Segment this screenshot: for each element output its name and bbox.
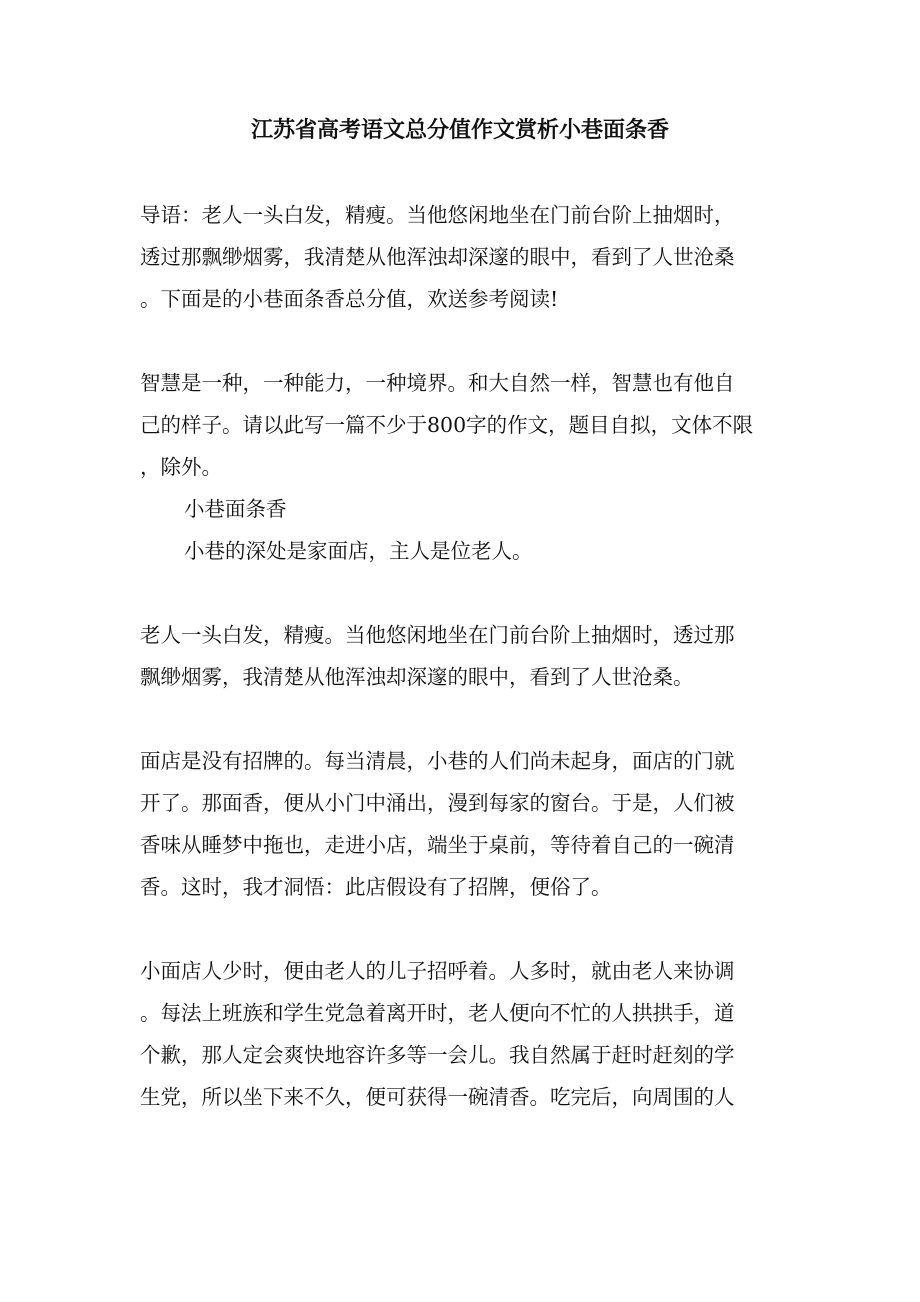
text-line: 己的样子。请以此写一篇不少于800字的作文，题目自拟，文体不限: [140, 413, 754, 437]
paragraph: [140, 530, 790, 572]
text-line: 香。这时，我才洞悟：此店假设有了招牌，便俗了。: [140, 875, 612, 899]
text-line: 香味从睡梦中拖也，走进小店，端坐于桌前，等待着自己的一碗清: [140, 833, 735, 857]
text-line: 老人一头白发，精瘦。当他悠闲地坐在门前台阶上抽烟时，透过那: [140, 623, 735, 647]
text-line: 个歉，那人定会爽快地容许多等一会儿。我自然属于赶时赶刻的学: [140, 1043, 735, 1067]
document-title: 江苏省高考语文总分值作文赏析小巷面条香: [250, 117, 669, 143]
text-line: ，除外。: [140, 455, 222, 479]
text-line: 。下面是的小巷面条香总分值，欢送参考阅读!: [140, 287, 559, 311]
essay-title: [140, 488, 790, 530]
text-line: 小面店人少时，便由老人的儿子招呼着。人多时，就由老人来协调: [140, 959, 735, 983]
paragraph-prompt: [140, 362, 790, 488]
text-line: 小巷的深处是家面店，主人是位老人。: [184, 539, 533, 563]
text-line: 面店是没有招牌的。每当清晨，小巷的人们尚未起身，面店的门就: [140, 749, 735, 773]
document-body: [140, 194, 790, 1160]
paragraph-intro: [140, 194, 790, 320]
text-line: 开了。那面香，便从小门中涌出，漫到每家的窗台。于是，人们被: [140, 791, 735, 815]
text-line: 飘缈烟雾，我清楚从他浑浊却深邃的眼中，看到了人世沧桑。: [140, 665, 694, 689]
text-line: 透过那飘缈烟雾，我清楚从他浑浊却深邃的眼中，看到了人世沧桑: [140, 245, 735, 269]
text-line: 。每法上班族和学生党急着离开时，老人便向不忙的人拱拱手，道: [140, 1001, 735, 1025]
paragraph: [140, 950, 790, 1118]
paragraph: [140, 740, 790, 908]
text-line: 生党，所以坐下来不久，便可获得一碗清香。吃完后，向周围的人: [140, 1085, 735, 1109]
paragraph: [140, 614, 790, 698]
text-line: 导语：老人一头白发，精瘦。当他悠闲地坐在门前台阶上抽烟时，: [140, 203, 735, 227]
text-line: 智慧是一种，一种能力，一种境界。和大自然一样，智慧也有他自: [140, 371, 735, 395]
text-line: 小巷面条香: [184, 497, 287, 521]
